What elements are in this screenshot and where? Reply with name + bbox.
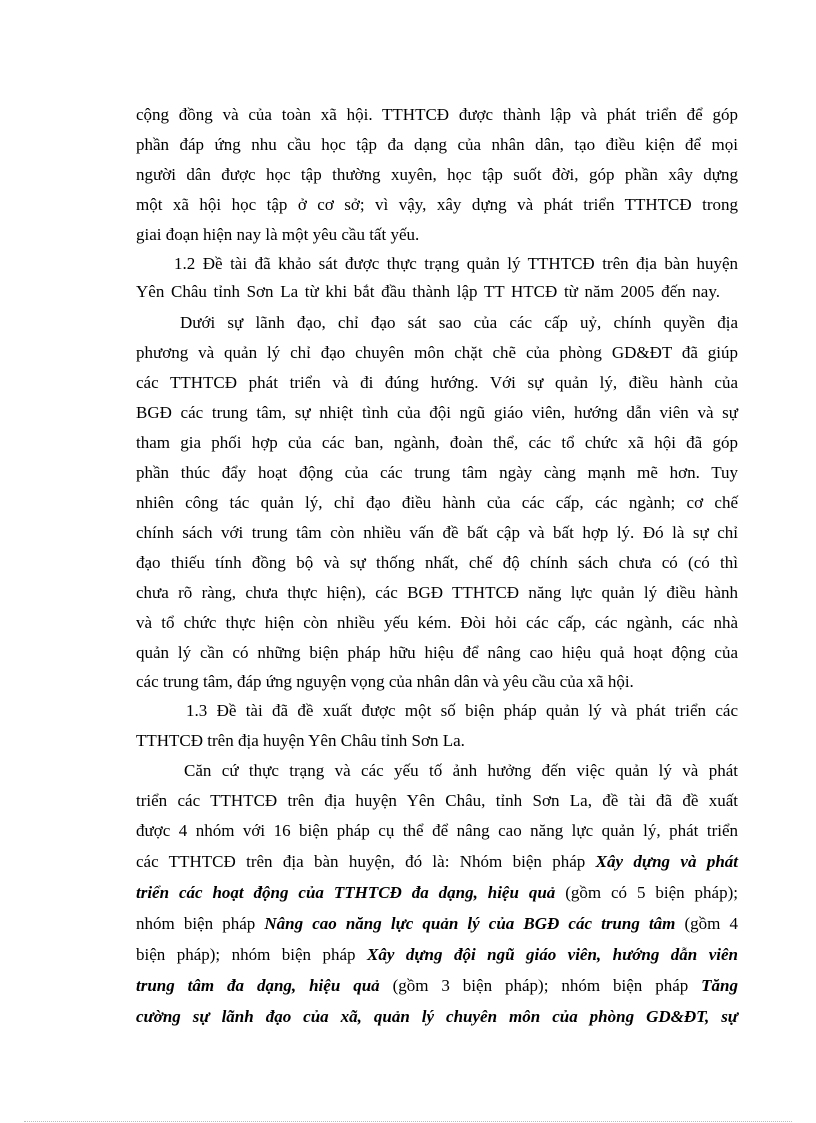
- text-line: [136, 130, 738, 160]
- text-line: [136, 368, 738, 398]
- text-segment: (gồm 4: [675, 914, 738, 933]
- text-line: [136, 847, 738, 877]
- text-line: [180, 308, 738, 338]
- text-segment: phương và quản lý chỉ đạo chuyên môn chặt chẽ của phòng GD&ĐT đã giúp: [136, 343, 738, 362]
- page-bottom-divider: [24, 1121, 792, 1122]
- emphasis-text: Xây dựng đội ngũ giáo viên, hướng dẫn viên: [367, 945, 738, 964]
- text-segment: và tổ chức thực hiện còn nhiều yếu kém. Đòi hỏi các cấp, các ngành, các nhà: [136, 613, 738, 632]
- emphasis-text: cường sự lãnh đạo của xã, quản lý chuyên môn của phòng GD&ĐT, sự: [136, 1007, 738, 1026]
- text-segment: Dưới sự lãnh đạo, chỉ đạo sát sao của các cấp uỷ, chính quyền địa: [180, 313, 738, 332]
- text-line: [136, 726, 738, 756]
- text-segment: nhóm biện pháp: [136, 914, 265, 933]
- text-line: [136, 398, 738, 428]
- emphasis-text: trung tâm đa dạng, hiệu quả: [136, 976, 380, 995]
- text-line: [136, 578, 738, 608]
- text-segment: được 4 nhóm với 16 biện pháp cụ thể để nâng cao năng lực quản lý, phát triển: [136, 821, 738, 840]
- text-segment: (gồm có 5 biện pháp);: [555, 883, 738, 902]
- text-line: [136, 220, 738, 250]
- text-line: [136, 1002, 738, 1032]
- emphasis-text: Tăng: [701, 976, 739, 995]
- emphasis-text: triển các hoạt động của TTHTCĐ đa dạng, hiệu quả: [136, 883, 556, 902]
- text-segment: nhiên công tác quản lý, chỉ đạo điều hành của các cấp, các ngành; cơ chế: [136, 493, 738, 512]
- text-line: [136, 909, 738, 939]
- text-line: [136, 816, 738, 846]
- text-segment: 1.2 Đề tài đã khảo sát được thực trạng quản lý TTHTCĐ trên địa bàn huyện: [174, 254, 738, 273]
- text-segment: triển các TTHTCĐ trên địa huyện Yên Châu, tỉnh Sơn La, đề tài đã đề xuất: [136, 791, 738, 810]
- text-line: [174, 249, 738, 279]
- text-line: [136, 518, 738, 548]
- text-segment: (gồm 3 biện pháp); nhóm biện pháp: [379, 976, 702, 995]
- text-line: [136, 878, 738, 908]
- text-line: [136, 548, 738, 578]
- text-line: [186, 696, 738, 726]
- text-line: [184, 756, 738, 786]
- text-segment: giai đoạn hiện nay là một yêu cầu tất yếu.: [136, 225, 420, 244]
- text-line: [136, 160, 738, 190]
- text-segment: tham gia phối hợp của các ban, ngành, đoàn thể, các tổ chức xã hội đã góp: [136, 433, 738, 452]
- text-line: [136, 638, 738, 668]
- text-segment: Yên Châu tỉnh Sơn La từ khi bắt đầu thành lập TT HTCĐ từ năm 2005 đến nay.: [136, 282, 720, 301]
- text-line: [136, 608, 738, 638]
- text-segment: các TTHTCĐ trên địa bàn huyện, đó là: Nhóm biện pháp: [136, 852, 596, 871]
- text-segment: phần đáp ứng nhu cầu học tập đa dạng của nhân dân, tạo điều kiện để mọi: [136, 135, 738, 154]
- text-segment: biện pháp); nhóm biện pháp: [136, 945, 368, 964]
- text-segment: quản lý cần có những biện pháp hữu hiệu để nâng cao hiệu quả hoạt động của: [136, 643, 738, 662]
- text-segment: Căn cứ thực trạng và các yếu tố ảnh hưởng đến việc quản lý và phát: [184, 761, 738, 780]
- text-segment: đạo thiếu tính đồng bộ và sự thống nhất, chế độ chính sách chưa có (có thì: [136, 553, 738, 572]
- text-line: [136, 190, 738, 220]
- emphasis-text: Xây dựng và phát: [595, 852, 738, 871]
- text-line: [136, 277, 720, 307]
- text-segment: TTHTCĐ trên địa huyện Yên Châu tỉnh Sơn La.: [136, 731, 465, 750]
- text-segment: 1.3 Đề tài đã đề xuất được một số biện pháp quản lý và phát triển các: [186, 701, 738, 720]
- text-segment: các TTHTCĐ phát triển và đi đúng hướng. Với sự quản lý, điều hành của: [136, 373, 738, 392]
- text-line: [136, 338, 738, 368]
- text-line: [136, 428, 738, 458]
- text-segment: BGĐ các trung tâm, sự nhiệt tình của đội ngũ giáo viên, hướng dẫn viên và sự: [136, 403, 738, 422]
- text-line: [136, 458, 738, 488]
- text-segment: chưa rõ ràng, chưa thực hiện), các BGĐ TTHTCĐ năng lực quản lý điều hành: [136, 583, 738, 602]
- text-line: [136, 667, 738, 697]
- text-line: [136, 971, 738, 1001]
- text-segment: phần thúc đẩy hoạt động của các trung tâm ngày càng mạnh mẽ hơn. Tuy: [136, 463, 738, 482]
- text-segment: cộng đồng và của toàn xã hội. TTHTCĐ được thành lập và phát triển để góp: [136, 105, 738, 124]
- text-segment: chính sách với trung tâm còn nhiều vấn đề bất cập và bất hợp lý. Đó là sự chỉ: [136, 523, 738, 542]
- text-segment: người dân được học tập thường xuyên, học tập suốt đời, góp phần xây dựng: [136, 165, 738, 184]
- text-segment: các trung tâm, đáp ứng nguyện vọng của nhân dân và yêu cầu của xã hội.: [136, 672, 634, 691]
- text-line: [136, 786, 738, 816]
- text-line: [136, 940, 738, 970]
- text-line: [136, 100, 738, 130]
- emphasis-text: Nâng cao năng lực quản lý của BGĐ các trung tâm: [264, 914, 676, 933]
- text-line: [136, 488, 738, 518]
- text-segment: một xã hội học tập ở cơ sở; vì vậy, xây dựng và phát triển TTHTCĐ trong: [136, 195, 738, 214]
